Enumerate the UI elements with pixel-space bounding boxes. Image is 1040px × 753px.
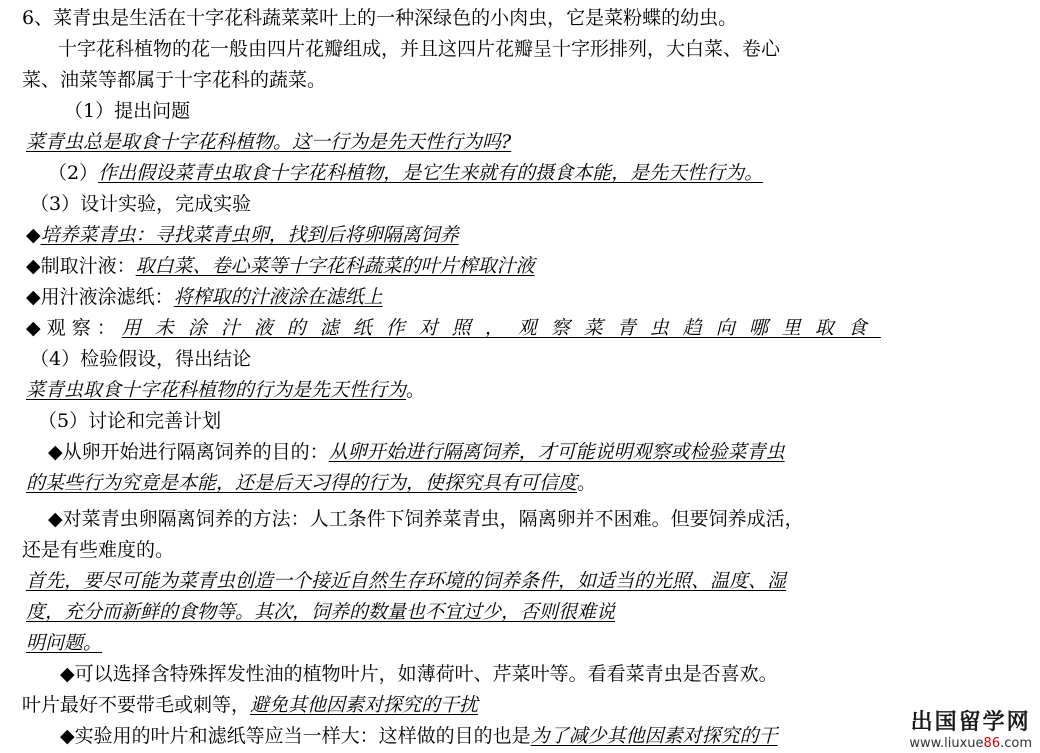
line-7 — [30, 192, 1040, 216]
answer-text: 从卵开始进行隔离饲养，才可能说明观察或检验菜青虫 — [328, 441, 785, 463]
site-watermark — [909, 710, 1032, 751]
text: 6、菜青虫是生活在十字花科蔬菜菜叶上的一种深绿色的小肉虫，它是菜粉蝶的幼虫。 — [22, 7, 738, 29]
text: （3）设计实验，完成实验 — [30, 193, 252, 215]
text: 还是有些难度的。 — [22, 539, 175, 561]
answer-text: 用未涂汁液的滤纸作对照，观察菜青虫趋向哪里取食 — [121, 317, 881, 339]
line-9 — [26, 254, 1040, 278]
text: ◆对菜青虫卵隔离饲养的方法：人工条件下饲养菜青虫，隔离卵并不困难。但要饲养成活， — [48, 508, 804, 530]
text: ◆从卵开始进行隔离饲养的目的： — [48, 441, 329, 463]
line-21 — [26, 631, 1040, 655]
line-15 — [48, 440, 1040, 464]
answer-text: 菜青虫取食十字花科植物的行为是先天性行为 — [26, 379, 407, 401]
answer-text: 取白菜、卷心菜等十字花科蔬菜的叶片榨取汁液 — [135, 255, 535, 277]
answer-text: 避免其他因素对探究的干扰 — [250, 694, 479, 716]
line-18 — [22, 538, 1040, 562]
text: ◆用汁液涂滤纸： — [26, 286, 174, 308]
text: ◆ 观 察 ： — [26, 317, 122, 339]
text: ◆可以选择含特殊挥发性油的植物叶片，如薄荷叶、芹菜叶等。看看菜青虫是否喜欢。 — [60, 663, 778, 685]
answer-text: 菜青虫总是取食十字花科植物。这一行为是先天性行为吗? — [26, 131, 512, 153]
line-24 — [60, 724, 1040, 748]
answer-text: 明问题。 — [26, 632, 103, 654]
line-16 — [26, 471, 1040, 495]
line-13 — [26, 378, 1040, 402]
text: （4）检验假设，得出结论 — [30, 348, 252, 370]
answer-text: 作出假设菜青虫取食十字花科植物，是它生来就有的摄食本能，是先天性行为。 — [98, 162, 764, 184]
text: （1）提出问题 — [64, 100, 191, 122]
watermark-title: 出国留学网 — [910, 710, 1031, 735]
answer-text: 首先，要尽可能为菜青虫创造一个接近自然生存环境的饲养条件，如适当的光照、温度、湿 — [26, 570, 787, 592]
line-4 — [64, 99, 1040, 123]
text: 十字花科植物的花一般由四片花瓣组成，并且这四片花瓣呈十字形排列，大白菜、卷心 — [58, 38, 781, 60]
line-6 — [48, 161, 1040, 185]
text: 菜、油菜等都属于十字花科的蔬菜。 — [22, 69, 327, 91]
line-11 — [26, 316, 1040, 340]
line-10 — [26, 285, 1040, 309]
line-1 — [22, 6, 1040, 30]
line-12 — [30, 347, 1040, 371]
text: 叶片最好不要带毛或刺等， — [22, 694, 251, 716]
line-19 — [26, 569, 1040, 593]
text: （5）讨论和完善计划 — [38, 410, 222, 432]
answer-text: 培养菜青虫：寻找菜青虫卵，找到后将卵隔离饲养 — [40, 224, 459, 246]
line-2 — [58, 37, 1040, 61]
answer-text: 的某些行为究竟是本能，还是后天习得的行为，使探究具有可信度 — [26, 472, 578, 494]
text: ◆制取汁液： — [26, 255, 136, 277]
line-8 — [26, 223, 1040, 247]
line-14 — [38, 409, 1040, 433]
text: 。 — [577, 472, 597, 494]
line-23 — [22, 693, 1040, 717]
text: ◆实验用的叶片和滤纸等应当一样大：这样做的目的也是 — [60, 725, 531, 747]
text: 。 — [406, 379, 426, 401]
line-22 — [60, 662, 1040, 686]
answer-text: 将榨取的汁液涂在滤纸上 — [173, 286, 383, 308]
line-17 — [48, 507, 1040, 531]
text: （2） — [48, 162, 99, 184]
text: ◆ — [26, 224, 41, 246]
line-5 — [26, 130, 1040, 154]
watermark-url: www.liuxue86.com — [909, 736, 1032, 751]
answer-text: 为了减少其他因素对探究的干 — [530, 725, 778, 747]
line-20 — [26, 600, 1040, 624]
line-3 — [22, 68, 1040, 92]
answer-text: 度，充分而新鲜的食物等。其次，饲养的数量也不宜过少，否则很难说 — [26, 601, 616, 623]
